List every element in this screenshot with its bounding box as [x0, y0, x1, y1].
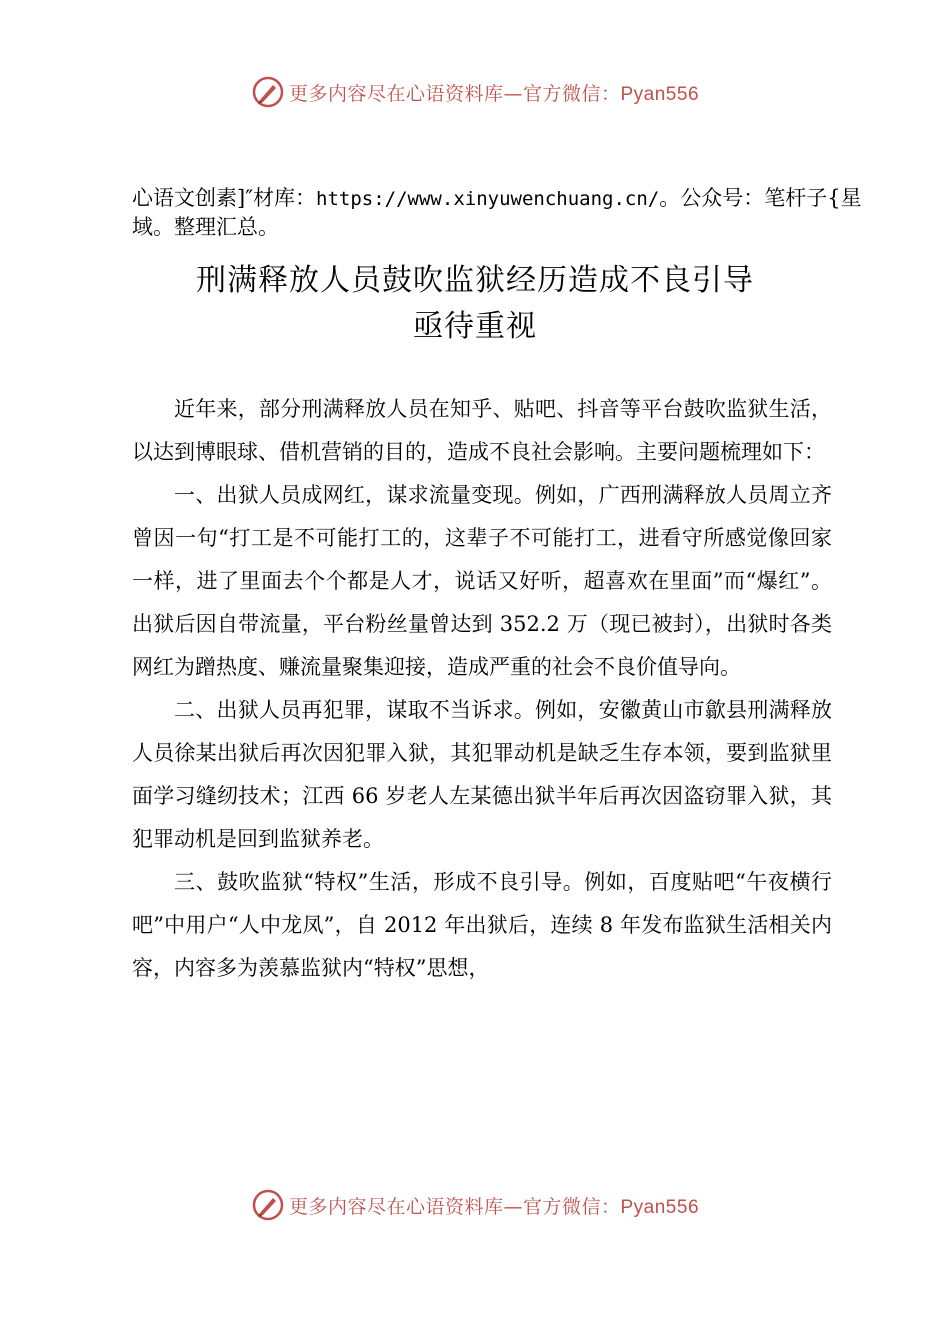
source-url[interactable]: https://www.xinyuwenchuang.cn/: [316, 188, 660, 210]
title-line-1: 刑满释放人员鼓吹监狱经历造成不良引导: [196, 263, 754, 298]
banner-wechat-id: Pyan556: [620, 83, 700, 105]
paragraph-point-3: 三、鼓吹监狱“特权”生活，形成不良引导。例如，百度贴吧“午夜横行吧”中用户“人中龙凤”，自 2012 年出狱后，连续 8 年发布监狱生活相关内容，内容多为羡慕监狱内“特权”思想，: [132, 870, 832, 980]
document-title: [0, 258, 950, 350]
banner-wechat-id: Pyan556: [620, 1196, 700, 1218]
banner-text: 更多内容尽在心语资料库—官方微信：Pyan556: [288, 82, 700, 105]
paragraph-point-2: 二、出狱人员再犯罪，谋取不当诉求。例如，安徽黄山市歙县刑满释放人员徐某出狱后再次因犯罪入狱，其犯罪动机是缺乏生存本领，要到监狱里面学习缝纫技术；江西 66 岁老人左某德出狱半年后再次因盗窃罪入狱，其犯罪动机是回到监狱养老。: [132, 698, 832, 851]
pen-logo-icon: [251, 75, 285, 109]
banner-text: 更多内容尽在心语资料库—官方微信：Pyan556: [288, 1195, 700, 1218]
paragraph-point-1: 一、出狱人员成网红，谋求流量变现。例如，广西刑满释放人员周立齐曾因一句“打工是不可能打工的，这辈子不可能打工，进看守所感觉像回家一样，进了里面去个个都是人才，说话又好听，超喜欢在里面”而“爆红”。出狱后因自带流量，平台粉丝量曾达到 352.2 万（现已被封），出狱时各类网红为蹭热度、赚流量聚集迎接，造成严重的社会不良价值导向。: [132, 483, 832, 679]
title-line-2: 亟待重视: [413, 309, 537, 344]
source-line: [132, 184, 862, 241]
source-prefix: 心语文创素]″材库：: [132, 186, 317, 210]
document-body: [132, 388, 832, 990]
source-suffix: 。公众号：笔杆子{星域。整理汇总。: [132, 186, 862, 239]
footer-banner: [0, 1185, 950, 1225]
paragraph-intro: 近年来，部分刑满释放人员在知乎、贴吧、抖音等平台鼓吹监狱生活，以达到博眼球、借机营销的目的，造成不良社会影响。主要问题梳理如下：: [132, 397, 832, 464]
header-banner: [0, 72, 950, 112]
pen-logo-icon: [251, 1188, 285, 1222]
